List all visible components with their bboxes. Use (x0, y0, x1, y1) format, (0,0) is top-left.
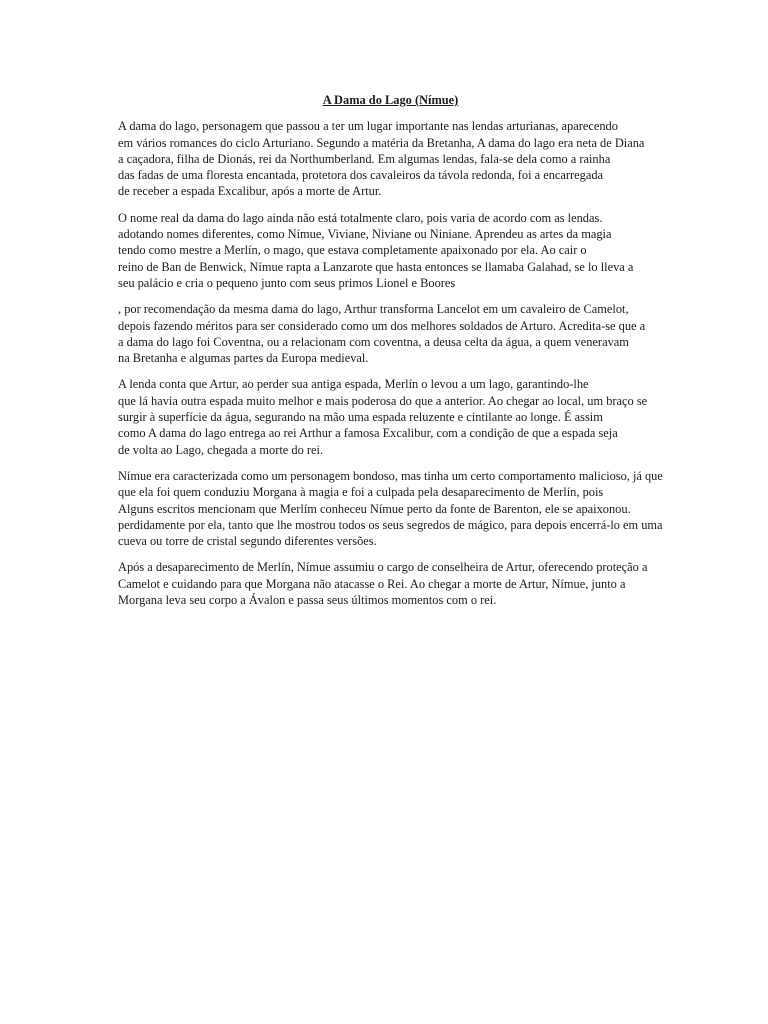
text-line: A dama do lago, personagem que passou a ter um lugar importante nas lendas arturianas, aparecendo (118, 119, 618, 134)
text-line: como A dama do lago entrega ao rei Arthur a famosa Excalibur, com a condição de que a espada seja (118, 426, 618, 441)
text-line: a caçadora, filha de Dionás, rei da Northumberland. Em algumas lendas, fala-se dela como a rainha (118, 151, 611, 166)
text-line: adotando nomes diferentes, como Nímue, Viviane, Niviane ou Niniane. Aprendeu as artes da magia (118, 227, 612, 242)
text-line: de receber a espada Excalibur, após a morte de Artur. (118, 184, 382, 199)
text-line: a dama do lago foi Coventna, ou a relacionam com coventna, a deusa celta da água, a quem veneravam (118, 334, 629, 349)
text-line: O nome real da dama do lago ainda não está totalmente claro, pois varia de acordo com as lendas. (118, 210, 603, 225)
text-line: das fadas de uma floresta encantada, protetora dos cavaleiros da távola redonda, foi a encarregada (118, 168, 604, 183)
text-line: que ela foi quem conduziu Morgana à magia e foi a culpada pela desaparecimento de Merlín, pois (118, 485, 604, 500)
document-page (118, 92, 663, 618)
text-line: depois fazendo méritos para ser considerado como um dos melhores soldados de Arturo. Acredita-se que a (118, 318, 646, 333)
document-title: A Dama do Lago (Nímue) (322, 93, 459, 107)
paragraph-2 (118, 210, 663, 291)
text-line: Camelot e cuidando para que Morgana não atacasse o Rei. Ao chegar a morte de Artur, Nímue, junto a (118, 576, 626, 591)
text-line: que lá havia outra espada muito melhor e mais poderosa do que a anterior. Ao chegar ao local, um braço se (118, 393, 648, 408)
text-line: de volta ao Lago, chegada a morte do rei. (118, 442, 324, 457)
text-line: seu palácio e cria o pequeno junto com seus primos Lionel e Boores (118, 275, 456, 290)
paragraph-5 (118, 468, 663, 549)
text-line: reino de Ban de Benwick, Nímue rapta a Lanzarote que hasta entonces se llamaba Galahad, se lo lleva a (118, 259, 634, 274)
text-line: Morgana leva seu corpo a Ávalon e passa seus últimos momentos com o rei. (118, 593, 497, 608)
paragraph-1 (118, 118, 663, 199)
text-line: A lenda conta que Artur, ao perder sua antiga espada, Merlín o levou a um lago, garantindo-lhe (118, 377, 589, 392)
text-line: surgir à superfície da água, segurando na mão uma espada reluzente e cintilante ao longe. É assim (118, 410, 603, 425)
text-line: Nímue era caracterizada como um personagem bondoso, mas tinha um certo comportamento malicioso, já que (118, 468, 663, 483)
text-line: tendo como mestre a Merlín, o mago, que estava completamente apaixonado por ela. Ao cair o (118, 243, 587, 258)
text-line: na Bretanha e algumas partes da Europa medieval. (118, 351, 369, 366)
paragraph-6 (118, 559, 663, 608)
text-line: Alguns escritos mencionam que Merlím conheceu Nímue perto da fonte de Barenton, ele se apaixonou. (118, 501, 631, 516)
text-line: Após a desaparecimento de Merlín, Nímue assumiu o cargo de conselheira de Artur, oferecendo proteção a (118, 560, 648, 575)
paragraph-4 (118, 376, 663, 457)
paragraph-3 (118, 301, 663, 366)
text-line: , por recomendação da mesma dama do lago, Arthur transforma Lancelot em um cavaleiro de Camelot, (118, 302, 629, 317)
text-line: perdidamente por ela, tanto que lhe mostrou todos os seus segredos de mágico, para depois encerrá-lo em uma (118, 517, 663, 532)
text-line: cueva ou torre de cristal segundo diferentes versões. (118, 534, 377, 549)
text-line: em vários romances do ciclo Arturiano. Segundo a matéria da Bretanha, A dama do lago era neta de Diana (118, 135, 645, 150)
